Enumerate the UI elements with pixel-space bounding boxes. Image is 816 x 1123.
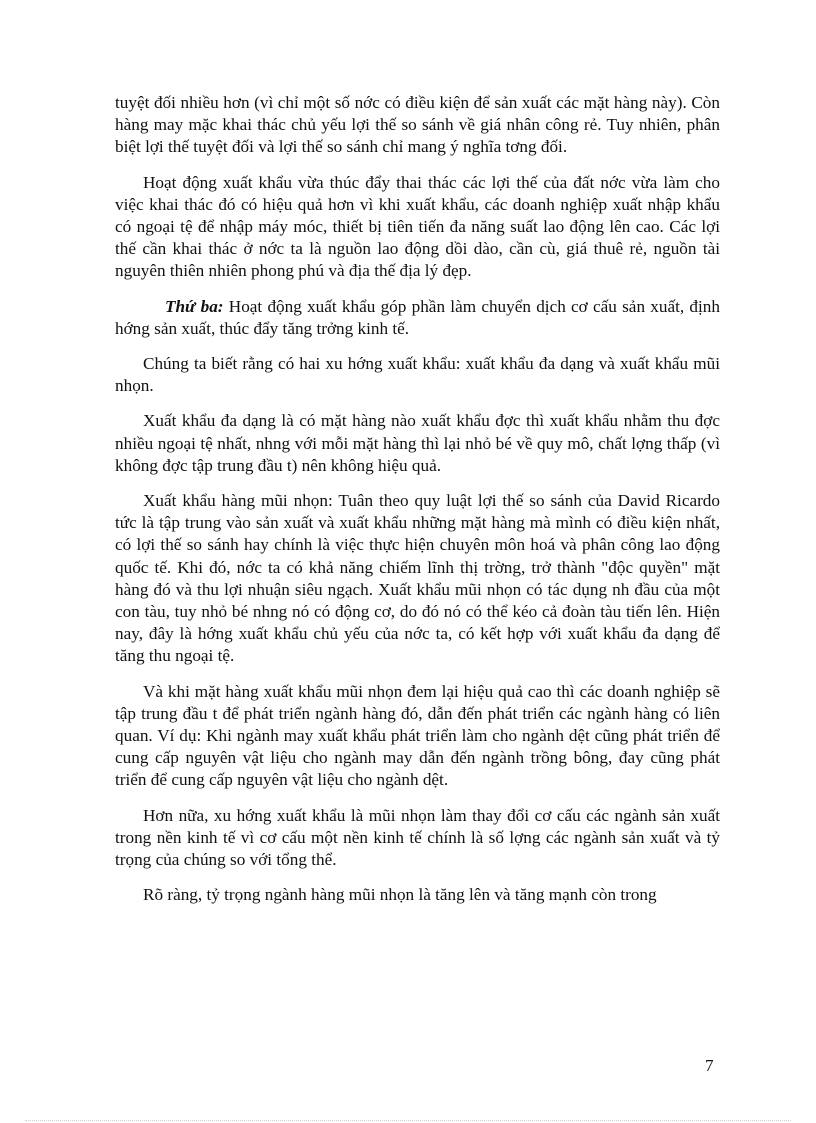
- paragraph-4: Chúng ta biết rằng có hai xu hớng xuất khẩu: xuất khẩu đa dạng và xuất khẩu mũi nhọn.: [115, 354, 720, 396]
- paragraph-5: Xuất khẩu đa dạng là có mặt hàng nào xuất khẩu đợc thì xuất khẩu nhằm thu đợc nhiều ngoại tệ nhất, nhng với mỗi mặt hàng thì lại nhỏ bé về quy mô, chất lợng thấp (vì không đợc tập trung đầu t) nên không hiệu quả.: [115, 411, 720, 475]
- paragraph-8: Hơn nữa, xu hớng xuất khẩu là mũi nhọn làm thay đổi cơ cấu các ngành sản xuất trong nền kinh tế vì cơ cấu một nền kinh tế chính là số lợng các ngành sản xuất và tỷ trọng của chúng so với tổng thể.: [115, 805, 720, 870]
- document-body: [115, 92, 720, 920]
- paragraph-3: [115, 296, 720, 340]
- paragraph-9: Rõ ràng, tỷ trọng ngành hàng mũi nhọn là tăng lên và tăng mạnh còn trong: [143, 885, 657, 905]
- paragraph-6: Xuất khẩu hàng mũi nhọn: Tuân theo quy luật lợi thế so sánh của David Ricardo tức là tập trung vào sản xuất và xuất khẩu những mặt hàng mà mình có điều kiện nhất, có lợi thế so sánh hay chính là việc thực hiện chuyên môn hoá và phân công lao động quốc tế. Khi đó, nớc ta có khả năng chiếm lĩnh thị trờng, trở thành "độc quyền" mặt hàng đó và thu lợi nhuận siêu ngạch. Xuất khẩu mũi nhọn có tác dụng nh đầu của một con tàu, tuy nhỏ bé nhng nó có động cơ, do đó nó có thể kéo cả đoàn tàu tiến lên. Hiện nay, đây là hớng xuất khẩu chủ yếu của nớc ta, có kết hợp với xuất khẩu đa dạng để tăng thu ngoại tệ.: [115, 491, 720, 666]
- paragraph-7: Và khi mặt hàng xuất khẩu mũi nhọn đem lại hiệu quả cao thì các doanh nghiệp sẽ tập trung đầu t để phát triển ngành hàng đó, dẫn đến phát triển các ngành hàng có liên quan. Ví dụ: Khi ngành may xuất khẩu phát triển làm cho ngành dệt cũng phát triển để cung cấp nguyên vật liệu cho ngành may dẫn đến ngành trồng bông, đay cũng phát triển để cung cấp nguyên vật liệu cho ngành dệt.: [115, 681, 720, 790]
- paragraph-1: tuyệt đối nhiều hơn (vì chỉ một số nớc có điều kiện để sản xuất các mặt hàng này). Còn hàng may mặc khai thác chủ yếu lợi thế so sánh về giá nhân công rẻ. Tuy nhiên, phân biệt lợi thế tuyệt đối và lợi thế so sánh chỉ mang ý nghĩa tơng đối.: [115, 93, 720, 157]
- paragraph-2: Hoạt động xuất khẩu vừa thúc đẩy thai thác các lợi thế của đất nớc vừa làm cho việc khai thác đó có hiệu quả hơn vì khi xuất khẩu, các doanh nghiệp xuất nhập khẩu có ngoại tệ để nhập máy móc, thiết bị tiên tiến đa năng suất lao động lên cao. Các lợi thế cần khai thác ở nớc ta là nguồn lao động dồi dào, cần cù, giá thuê rẻ, nguồn tài nguyên thiên nhiên phong phú và địa thế địa lý đẹp.: [115, 172, 720, 281]
- page-bottom-divider: [25, 1120, 791, 1121]
- page-number: 7: [705, 1056, 714, 1075]
- paragraph-3-lead: Thứ ba:: [165, 296, 224, 316]
- paragraph-3-text: Hoạt động xuất khẩu góp phần làm chuyển dịch cơ cấu sản xuất, định hớng sản xuất, thúc đẩy tăng trởng kinh tế.: [115, 296, 720, 338]
